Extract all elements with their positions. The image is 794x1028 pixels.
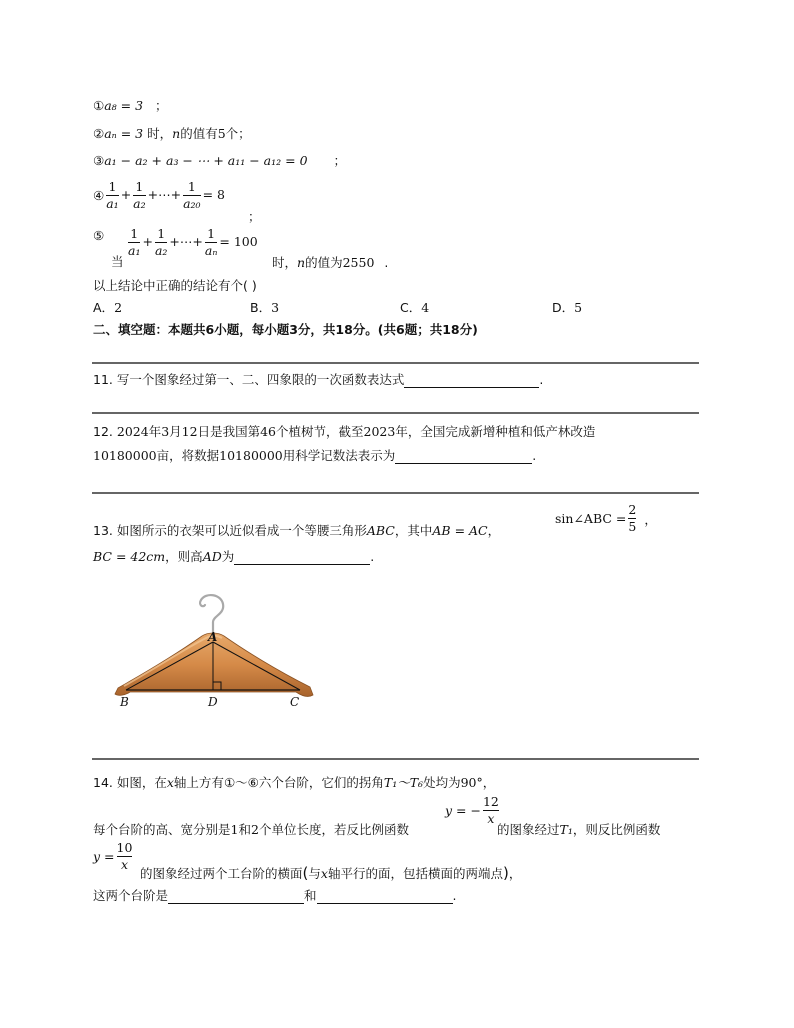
- answer-blank[interactable]: [234, 550, 370, 565]
- text-and: 和: [304, 888, 317, 903]
- semicolon: ；: [155, 98, 168, 113]
- expr-an: aₙ = 3: [104, 126, 144, 141]
- semicolon: ；: [333, 153, 347, 168]
- divider: [92, 758, 699, 760]
- q13-text: 13. 如图所示的衣架可以近似看成一个等腰三角形: [93, 523, 367, 538]
- q13-text: 为: [221, 549, 235, 564]
- question-14-line2b: [497, 820, 660, 838]
- text-ge: 个；: [225, 126, 251, 141]
- fraction-10-x: $\frac{10}{x}$: [116, 840, 133, 872]
- period: .: [452, 888, 457, 903]
- choice-value: 2: [114, 300, 123, 315]
- ab-eq-ac: AB = AC: [432, 523, 488, 538]
- q14-text: 这两个台阶是: [93, 888, 169, 903]
- question-13-line2: [93, 547, 374, 565]
- sin-expression: [555, 502, 657, 535]
- statement-5-when: [93, 252, 124, 270]
- divider: [92, 492, 699, 494]
- function-y-neg12-over-x: [445, 794, 501, 827]
- circled-5: ⑤: [93, 228, 105, 243]
- divider: [92, 362, 699, 364]
- choice-label: B．: [250, 300, 272, 315]
- text-value-has: 的值有: [180, 126, 218, 141]
- section-heading: 二、填空题：本题共6小题，每小题3分，共18分。(共6题；共18分): [93, 322, 478, 337]
- period: .: [370, 549, 375, 564]
- expr-a8: a₈ = 3: [104, 98, 144, 113]
- plus-dots: +⋯+: [147, 187, 182, 202]
- divider: [92, 412, 699, 414]
- f1-lhs: y = −: [445, 803, 481, 818]
- choice-value: 4: [421, 300, 430, 315]
- q14-text: 轴上方有: [173, 775, 224, 790]
- bc-length: BC = 42cm: [93, 549, 166, 564]
- fraction-2-5: $\frac{2}{5}$: [628, 502, 637, 534]
- q13-text: ，则高: [165, 549, 203, 564]
- expr-alternating-sum: a₁ − a₂ + a₃ − ⋯ + a₁₁ − a₁₂ = 0: [104, 153, 308, 168]
- year2: 2023: [363, 424, 396, 439]
- day: 12: [181, 424, 198, 439]
- text-value-is: 的值为: [305, 255, 343, 270]
- equals-8: = 8: [202, 187, 225, 202]
- question-14-line3: [140, 864, 521, 882]
- text-and: 和: [238, 822, 251, 837]
- statement-5-result: [272, 253, 388, 271]
- q12-text: 个植树节，截至: [276, 424, 364, 439]
- ordinal: 46: [260, 424, 276, 439]
- q14-text: 六个台阶，它们的拐角: [258, 775, 384, 790]
- equals-100: = 100: [219, 234, 258, 249]
- circled-4: ④: [93, 188, 105, 203]
- step-range: ①～⑥: [223, 775, 259, 790]
- label-d: D: [208, 695, 218, 709]
- hanger-hook: [200, 595, 223, 634]
- choice-c[interactable]: [400, 298, 429, 316]
- choice-value: 5: [574, 300, 583, 315]
- q12-text: 日是我国第: [197, 424, 261, 439]
- period: .: [384, 255, 389, 270]
- circled-2: ②: [93, 126, 105, 141]
- period: .: [532, 448, 537, 463]
- answer-blank-2[interactable]: [317, 889, 453, 904]
- answer-blank[interactable]: [395, 449, 532, 464]
- statement-5: [93, 227, 104, 243]
- fraction-1-a1: $\frac{1}{\text{a₁}}$: [106, 179, 119, 211]
- paren-open: (: [302, 864, 309, 882]
- statement-3: [93, 151, 346, 169]
- comma: ，: [482, 775, 496, 790]
- triangle-abc: ABC: [366, 523, 395, 538]
- plus: +: [120, 187, 132, 202]
- question-13-line1: [93, 521, 500, 539]
- fraction-1-a2: $\frac{1}{\text{a₂}}$: [133, 179, 146, 211]
- corner-t1: T₁: [559, 822, 573, 837]
- answer-blank[interactable]: [404, 373, 539, 388]
- corners-t1-t6: T₁～T₆: [383, 775, 424, 790]
- question-14-line4: [93, 886, 457, 904]
- choice-a[interactable]: [93, 298, 122, 316]
- fraction-12-x: $\frac{12}{x}$: [482, 794, 499, 826]
- q13-text: ，其中: [394, 523, 433, 538]
- fraction-1-a1: $\frac{1}{\text{a₁}}$: [128, 226, 141, 258]
- big-number: 10180000: [219, 448, 283, 463]
- q12-text: 亩，将数据: [156, 448, 220, 463]
- sin-label: sin∠ABC =: [555, 511, 627, 526]
- statement-4: [93, 179, 225, 212]
- q12-text: 年，全国完成新增种植和低产林改造: [395, 424, 596, 439]
- big-number: 10180000: [93, 448, 157, 463]
- year: 2024: [116, 424, 149, 439]
- f2-lhs: y =: [93, 849, 115, 864]
- q12-text: 用科学记数法表示为: [282, 448, 396, 463]
- q12-number: 12.: [93, 424, 113, 439]
- text-dang: 当: [111, 254, 124, 269]
- value-2550: 2550: [342, 255, 375, 270]
- q14-text: 的图象经过两个工台阶的横面: [140, 866, 303, 881]
- question-14-line1: [93, 773, 495, 791]
- width-2: 2: [250, 822, 259, 837]
- q14-text: 的图象经过: [497, 822, 560, 837]
- comma: ，: [508, 866, 522, 881]
- q14-text: 处均为: [423, 775, 461, 790]
- q14-text: 个单位长度，若反比例函数: [258, 822, 409, 837]
- var-n: n: [172, 126, 181, 141]
- circled-3: ③: [93, 153, 105, 168]
- question-14-line2: [93, 820, 409, 838]
- height-1: 1: [230, 822, 239, 837]
- label-a: A: [208, 630, 218, 644]
- plus-dots: +⋯+: [169, 234, 203, 249]
- semicolon-4: ；: [248, 209, 261, 224]
- text-shi: 时，: [272, 255, 298, 270]
- comma: ，: [644, 511, 657, 527]
- period: .: [539, 372, 544, 387]
- count-5: 5: [217, 126, 226, 141]
- month: 3: [161, 424, 170, 439]
- circled-1: ①: [93, 98, 105, 113]
- fraction-1-a20: $\frac{1}{\text{a₂₀}}$: [183, 179, 201, 211]
- answer-blank-1[interactable]: [168, 889, 304, 904]
- question-12-line2: [93, 446, 536, 464]
- plus: +: [142, 234, 153, 249]
- statement-5-sum: [126, 226, 258, 259]
- comma: ，: [487, 523, 501, 538]
- var-n: n: [297, 255, 306, 270]
- statement-2: [93, 124, 251, 142]
- height-ad: AD: [202, 549, 222, 564]
- question-12-line1: [93, 422, 595, 440]
- text-nian: 年: [148, 424, 162, 439]
- question-prompt: 以上结论中正确的结论有个( ): [93, 278, 257, 293]
- statement-1: [93, 96, 168, 114]
- q14-text: ，则反比例函数: [572, 822, 661, 837]
- choice-d[interactable]: [552, 298, 582, 316]
- function-y-10-over-x: [93, 840, 134, 873]
- choice-label: A．: [93, 300, 115, 315]
- angle-90: 90°: [460, 775, 483, 790]
- label-b: B: [120, 695, 129, 709]
- q14-text: 每个台阶的高、宽分别是: [93, 822, 231, 837]
- choice-b[interactable]: [250, 298, 279, 316]
- hanger-figure: [110, 588, 320, 713]
- choice-value: 3: [271, 300, 280, 315]
- q11-text: 11. 写一个图象经过第一、二、四象限的一次函数表达式: [93, 372, 405, 387]
- var-x: x: [166, 775, 174, 790]
- choice-label: D．: [552, 300, 575, 315]
- q14-text: 轴平行的面，包括横面的两端点: [327, 866, 503, 881]
- paren-close: ): [502, 864, 509, 882]
- choice-label: C．: [400, 300, 422, 315]
- fraction-1-a2: $\frac{1}{\text{a₂}}$: [154, 226, 168, 258]
- text-yu: 与: [308, 866, 321, 881]
- q14-text: 14. 如图，在: [93, 775, 167, 790]
- var-x: x: [320, 866, 328, 881]
- text-shi: 时，: [147, 126, 173, 141]
- question-11: [93, 370, 543, 388]
- label-c: C: [290, 695, 300, 709]
- text-yue: 月: [169, 424, 182, 439]
- fraction-1-an: $\frac{1}{\text{aₙ}}$: [204, 226, 218, 258]
